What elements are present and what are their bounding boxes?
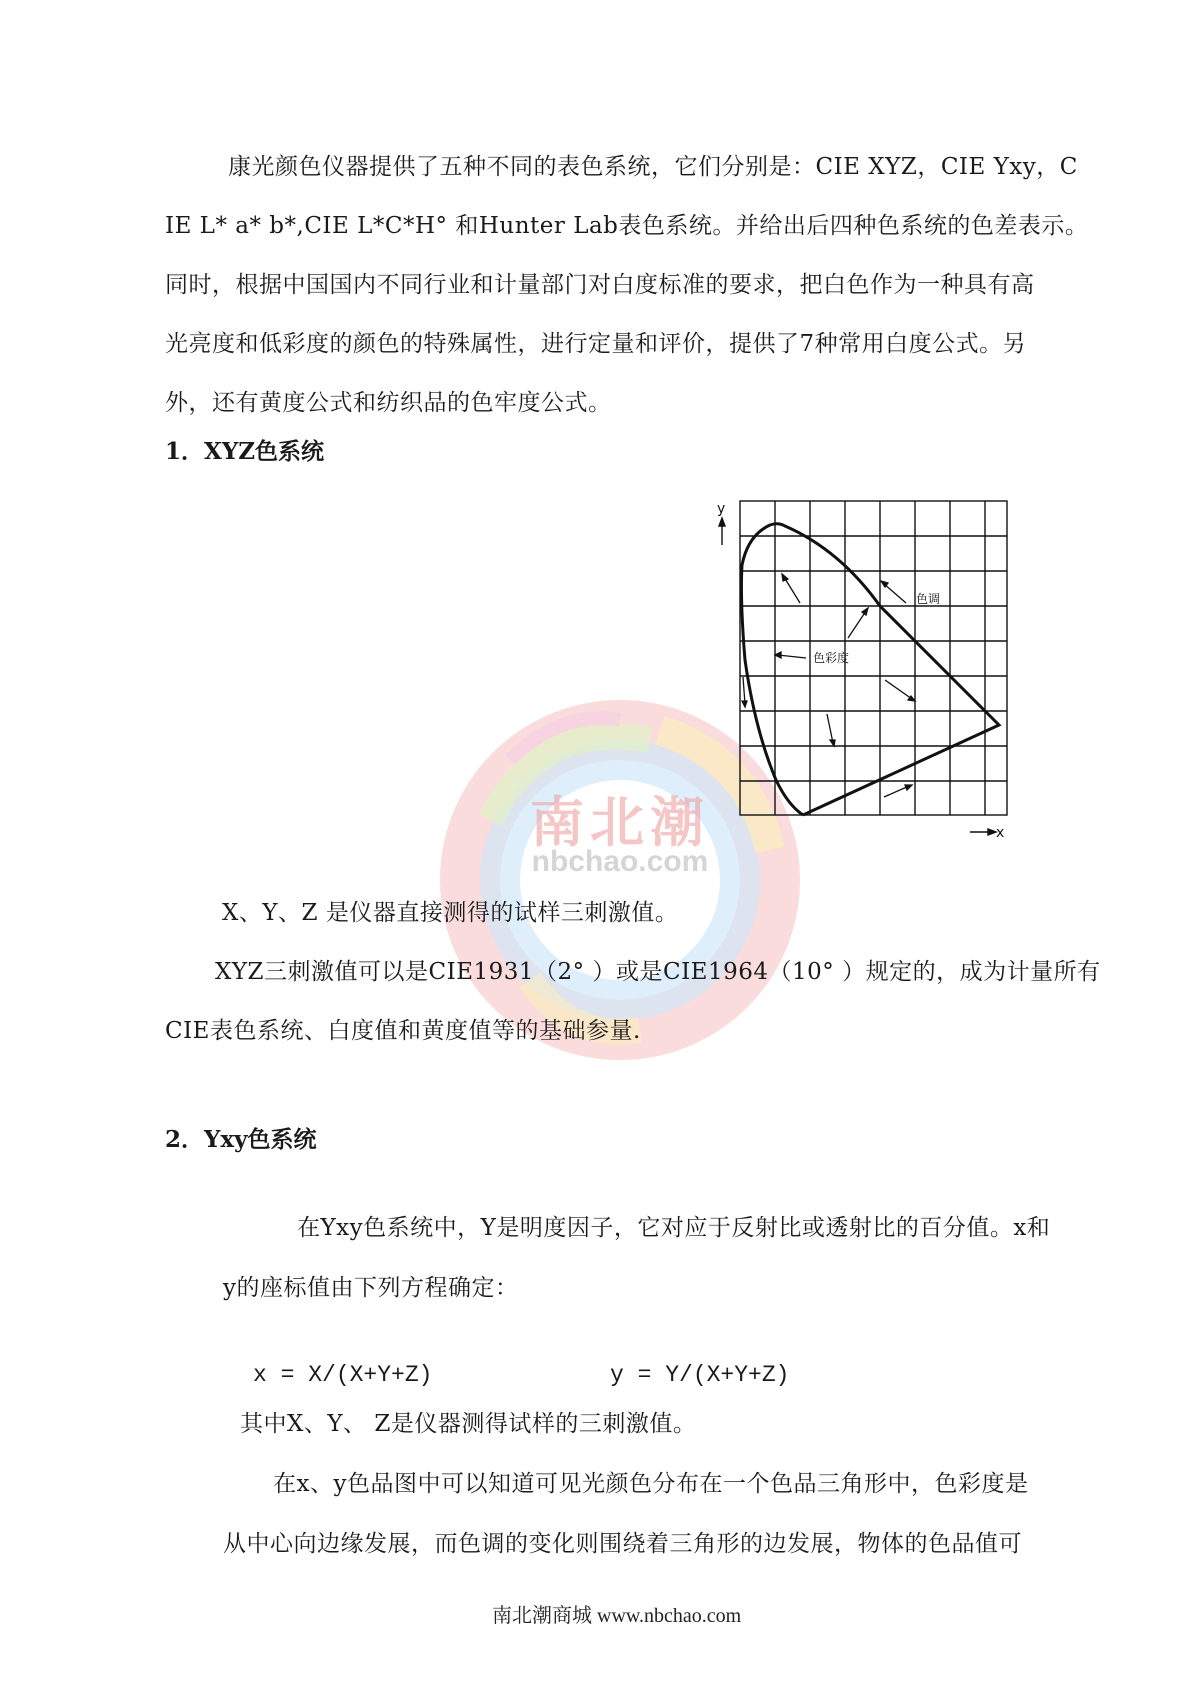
y-axis-label: y xyxy=(717,501,726,517)
x-axis-arrow-icon xyxy=(970,829,996,835)
page-footer: 南北潮商城 www.nbchao.com xyxy=(492,1605,742,1627)
formula-x: x = X/(X+Y+Z) xyxy=(253,1362,433,1388)
section-2-line-3: 在x、y色品图中可以知道可见光颜色分布在一个色品三角形中，色彩度是 xyxy=(273,1471,1029,1497)
intro-line-4: 光亮度和低彩度的颜色的特殊属性，进行定量和评价，提供了7种常用白度公式。另 xyxy=(165,331,1027,357)
x-axis-label: x xyxy=(996,825,1005,841)
watermark-brand-cn: 南北潮 xyxy=(530,790,710,854)
section-2-line-4: 从中心向边缘发展，而色调的变化则围绕着三角形的边发展，物体的色品值可 xyxy=(223,1531,1022,1557)
intro-line-2: IE L* a* b*,CIE L*C*H° 和Hunter Lab表色系统。并给出后四种色系统的色差表示。 xyxy=(165,213,1089,239)
chromaticity-diagram xyxy=(700,480,1060,880)
intro-line-5: 外，还有黄度公式和纺织品的色牢度公式。 xyxy=(165,390,612,416)
section-2-line-2: y的座标值由下列方程确定： xyxy=(223,1275,519,1301)
section-2-note: 其中X、Y、 Z是仪器测得试样的三刺激值。 xyxy=(240,1411,697,1437)
intro-line-3: 同时，根据中国国内不同行业和计量部门对白度标准的要求，把白色作为一种具有高 xyxy=(165,272,1035,298)
watermark-brand-en: nbchao.com xyxy=(531,845,709,878)
formula-y: y = Y/(X+Y+Z) xyxy=(610,1362,790,1388)
section-1-line-1: X、Y、Z 是仪器直接测得的试样三刺激值。 xyxy=(222,900,679,926)
section-2-line-1: 在Yxy色系统中，Y是明度因子，它对应于反射比或透射比的百分值。x和 xyxy=(297,1215,1051,1241)
label-saturation: 色彩度 xyxy=(813,651,850,665)
section-2-heading: 2．Yxy色系统 xyxy=(165,1126,317,1153)
label-hue: 色调 xyxy=(916,592,941,606)
section-1-line-3: CIE表色系统、白度值和黄度值等的基础参量. xyxy=(165,1018,641,1044)
section-1-line-2: XYZ三刺激值可以是CIE1931（2° ）或是CIE1964（10° ）规定的，成为计量所有 xyxy=(215,959,1101,985)
section-1-heading: 1．XYZ色系统 xyxy=(165,438,325,465)
y-axis-arrow-icon xyxy=(719,518,725,545)
intro-line-1: 康光颜色仪器提供了五种不同的表色系统，它们分别是：CIE XYZ，CIE Yxy，C xyxy=(228,154,1078,180)
